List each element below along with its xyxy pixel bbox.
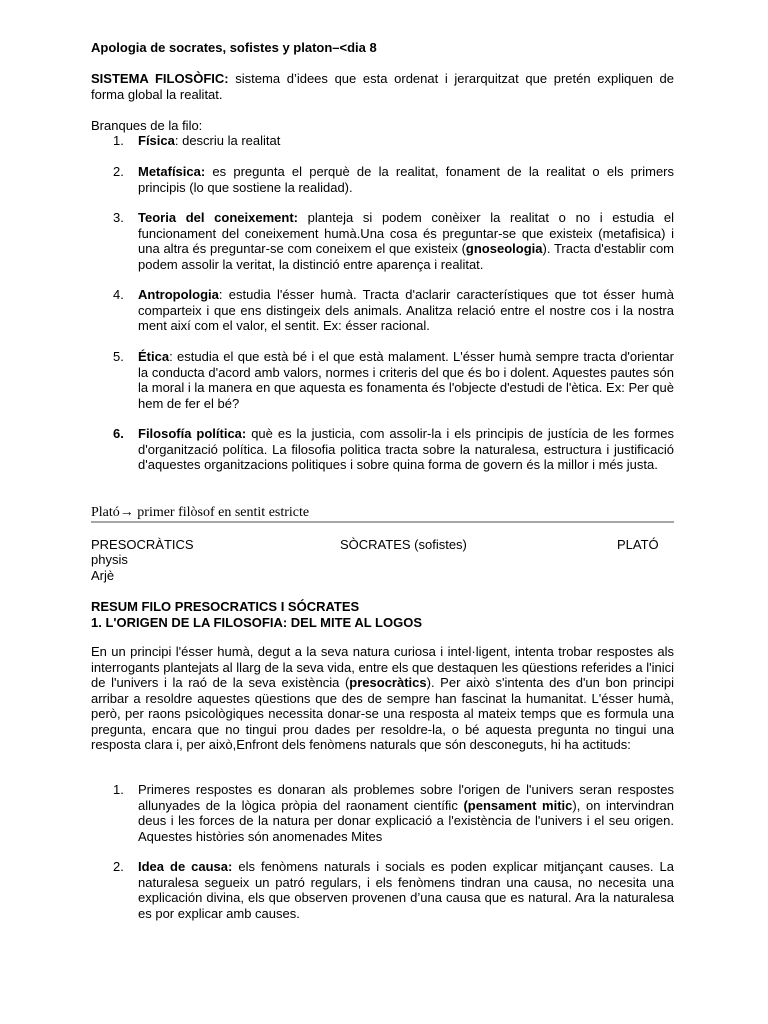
arje-label: Arjè xyxy=(91,568,115,583)
list-number: 1. xyxy=(113,133,124,148)
branch-text: Antropologia: estudia l'ésser humà. Tracta d'aclarir característiques que tot ésser humà comparteix i que ens distingeix dels animals. Analitza relació entre el nostre cos i la nostra ment així com el valor, el sentit. Ex: ésser racional. xyxy=(138,287,674,333)
list-number: 1. xyxy=(113,782,124,797)
branch-text: Ética: estudia el que està bé i el que està malament. L'ésser humà sempre tracta d'orientar la conducta d'acord amb valors, normes i criteris del que és bo i dolent. Aquestes pautes són la moral i la manera en que aquesta es fonamenta és l'objecte d'estudi de l'ètica. Ex: Per què hem de fer el bé? xyxy=(138,349,674,411)
sistema-definition xyxy=(91,71,674,102)
plato-note: Plató→ primer filòsof en sentit estricte xyxy=(91,505,310,520)
intro-paragraph: En un principi l'ésser humà, degut a la seva natura curiosa i intel·ligent, intenta trobar respostes als interrogants plantejats al llarg de la seva vida, entre els que destaquen les qüestions referides a l'inici de l'univers i la raó de la seva existència (presocràtics). Per això s'intenta des d'un bon principi arribar a resoldre aquestes qüestions que des de sempre han fascinat la humanitat. L'ésser humà, però, per raons psicològiques necessita donar-se una resposta al mateix temps que es formula una pregunta, encara que no tingui prou dades per resoldre-la, o bé aquesta pregunta no tingui una resposta clara i, per això,Enfront dels fenòmens naturals que són desconeguts, hi ha actituds: xyxy=(91,644,675,752)
branch-text: Física: descriu la realitat xyxy=(138,133,281,148)
column-plato: PLATÓ xyxy=(617,537,659,552)
resum-title: RESUM FILO PRESOCRATICS I SÓCRATES xyxy=(91,599,360,614)
horizontal-divider xyxy=(91,521,674,523)
document-title: Apologia de socrates, sofistes y platon–<dia 8 xyxy=(91,40,377,55)
branch-text: Teoria del coneixement: planteja si podem conèixer la realitat o no i estudia el funcionament del coneixement humà.Una cosa és preguntar-se que existeix (metafisica) i una altra és preguntar-se com coneixem el que existeix (gnoseologia). Tracta d'establir com podem assolir la veritat, la distinció entre aparença i realitat. xyxy=(138,210,675,272)
sistema-text: sistema d’idees que esta ordenat i jerarquitzat que pretén expliquen de forma global la realitat. xyxy=(91,71,675,102)
physis-label: physis xyxy=(91,552,128,567)
sistema-term: SISTEMA FILOSÒFIC: xyxy=(91,71,229,86)
branques-heading: Branques de la filo: xyxy=(91,118,203,133)
attitude-text: Idea de causa: els fenòmens naturals i socials es poden explicar mitjançant causes. La naturalesa segueix un patró regulars, i els fenòmens tindran una causa, no necesita una explicación divina, els que observen provenen d’una causa que es natural. Ara la naturalesa es por explicar amb causes. xyxy=(138,859,674,921)
branch-text: Metafísica: es pregunta el perquè de la realitat, fonament de la realitat o els primers principis (lo que sostiene la realidad). xyxy=(138,164,674,195)
resum-heading xyxy=(91,599,674,630)
list-number: 3. xyxy=(113,210,124,225)
list-number: 5. xyxy=(113,349,124,364)
column-socrates: SÒCRATES (sofistes) xyxy=(340,537,467,552)
list-number: 6. xyxy=(113,426,124,441)
list-number: 2. xyxy=(113,164,124,179)
attitude-text: Primeres respostes es donaran als problemes sobre l'origen de l'univers seran respostes allunyades de la lògica pròpia del raonament científic (pensament mitic), on intervindran deus i les forces de la natura per donar explicació a l'existència de l'univers i el seu origen. Aquestes històries són anomenades Mites xyxy=(138,782,674,844)
list-number: 2. xyxy=(113,859,124,874)
branch-text: Filosofía política: què es la justicia, com assolir-la i els principis de justícia de les formes d'organització política. La filosofia politica tracta sobre la naturalesa, estructura i justificació d'aquestes organitzacions politiques i sobre quina forma de govern és la millor i més justa. xyxy=(138,426,674,472)
section-title: 1. L'ORIGEN DE LA FILOSOFIA: DEL MITE AL LOGOS xyxy=(91,614,422,630)
column-presocratics: PRESOCRÀTICS xyxy=(91,537,194,552)
list-number: 4. xyxy=(113,287,124,302)
